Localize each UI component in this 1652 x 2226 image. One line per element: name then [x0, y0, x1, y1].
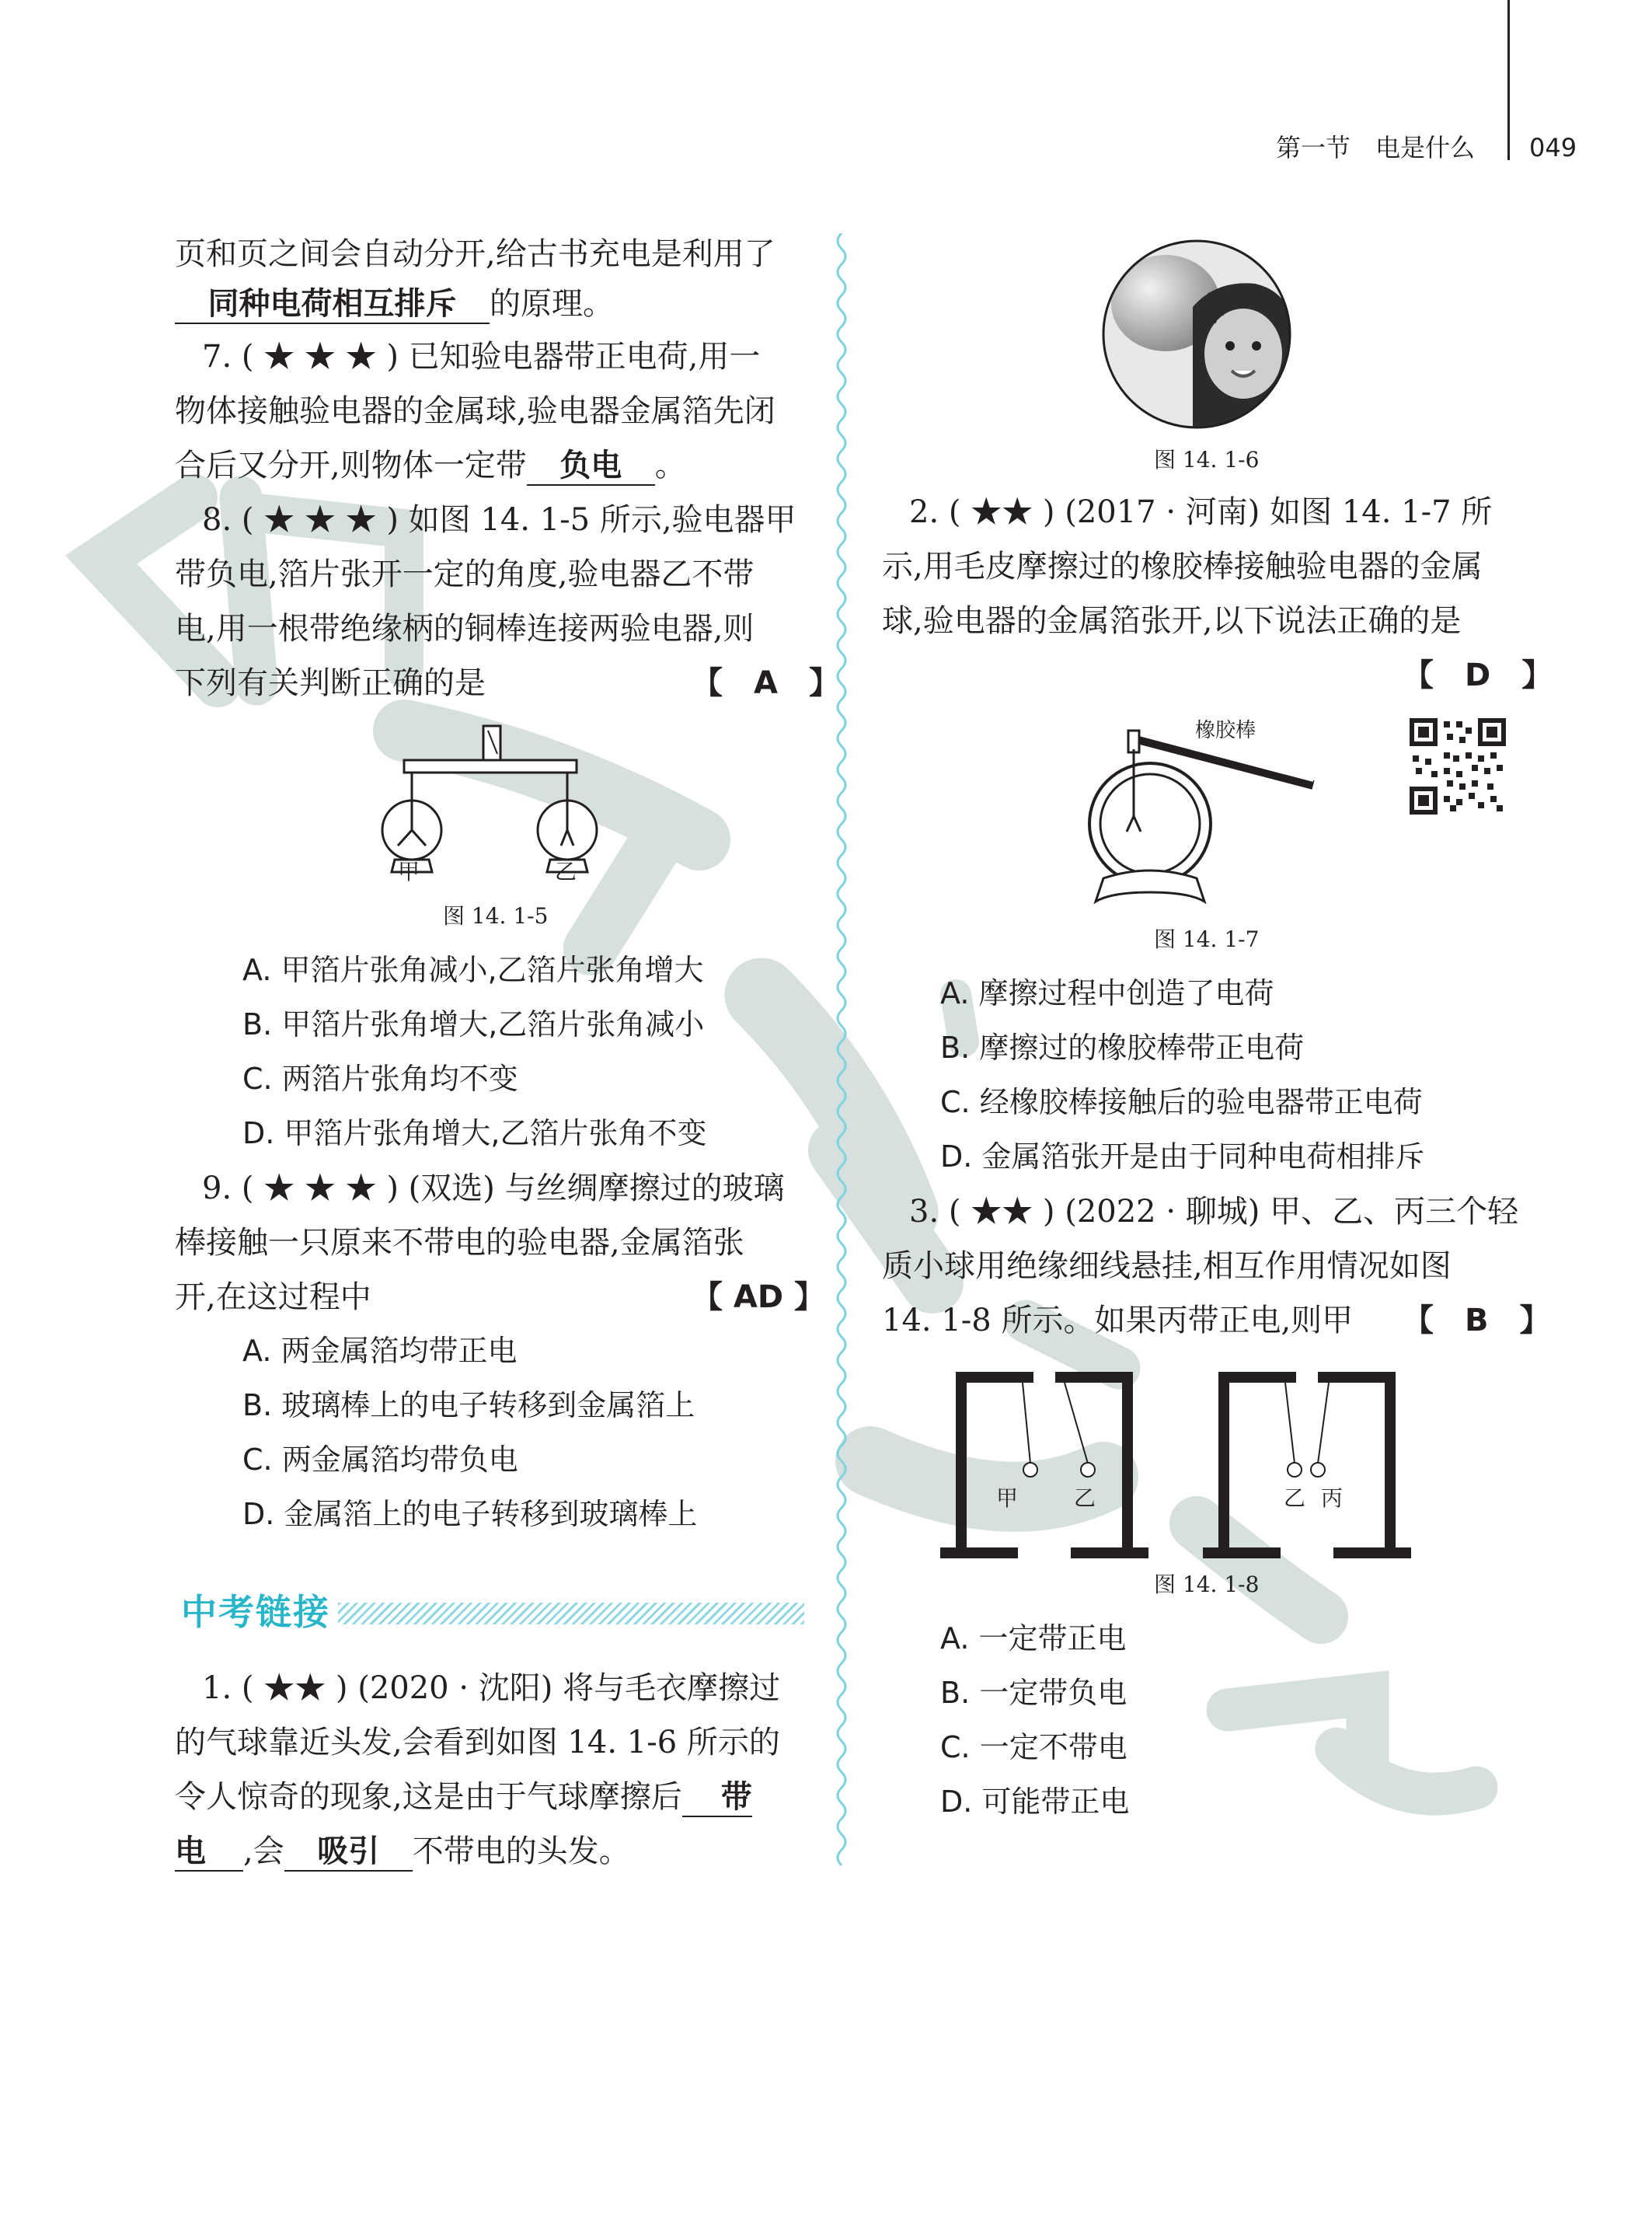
q3-option-a: A. 一定带正电 — [940, 1621, 1127, 1656]
q3-line-3: 14. 1-8 所示。如果丙带正电,则甲 — [882, 1303, 1354, 1338]
fig8-label-2: 乙 — [1074, 1485, 1096, 1511]
page-number: 049 — [1529, 133, 1577, 162]
fig7-rod-label: 橡胶棒 — [1195, 719, 1256, 742]
fig5-label-a: 甲 — [398, 859, 420, 884]
q3-answer: 【 B 】 — [1403, 1303, 1551, 1338]
q9-answer: 【 AD 】 — [692, 1279, 826, 1315]
header-divider — [1507, 0, 1510, 160]
q3-option-c: C. 一定不带电 — [940, 1730, 1127, 1764]
answer-blank: 同种电荷相互排斥 — [175, 285, 490, 324]
fig8-label-3: 乙 — [1284, 1485, 1306, 1511]
q8-option-d: D. 甲箔片张角增大,乙箔片张角不变 — [242, 1116, 707, 1150]
q8-line-4: 下列有关判断正确的是 — [175, 665, 486, 701]
q2-option-a: A. 摩擦过程中创造了电荷 — [940, 976, 1274, 1010]
q2-option-d: D. 金属箔张开是由于同种电荷相排斥 — [940, 1139, 1425, 1174]
q9-option-a: A. 两金属箔均带正电 — [242, 1334, 518, 1368]
q9-line-1: 9. ( ★ ★ ★ ) (双选) 与丝绸摩擦过的玻璃 — [202, 1171, 785, 1206]
q9-line-3: 开,在这过程中 — [175, 1279, 371, 1315]
q2-option-c: C. 经橡胶棒接触后的验电器带正电荷 — [940, 1085, 1423, 1119]
q3-line-2: 质小球用绝缘细线悬挂,相互作用情况如图 — [882, 1248, 1452, 1284]
q7-line-3 — [175, 447, 686, 486]
q7-answer-blank: 负电 — [527, 447, 655, 486]
zk1-line-4-suffix: 不带电的头发。 — [412, 1833, 630, 1869]
q3-option-d: D. 可能带正电 — [940, 1785, 1130, 1819]
zhongkao-heading — [175, 1586, 808, 1640]
q8-line-1: 8. ( ★ ★ ★ ) 如图 14. 1-5 所示,验电器甲 — [202, 502, 796, 538]
q7-line-1: 7. ( ★ ★ ★ ) 已知验电器带正电荷,用一 — [202, 339, 761, 375]
q8-option-c: C. 两箔片张角均不变 — [242, 1062, 518, 1096]
fig8-label-1: 甲 — [996, 1485, 1019, 1511]
zk1-line-3-prefix: 令人惊奇的现象,这是由于气球摩擦后 — [175, 1779, 682, 1815]
zk1-line-4 — [175, 1833, 630, 1872]
q3-option-b: B. 一定带负电 — [940, 1676, 1127, 1710]
q7-line-2: 物体接触验电器的金属球,验电器金属箔先闭 — [175, 393, 775, 429]
zhongkao-hatch-bar — [338, 1603, 804, 1624]
page-header — [1212, 0, 1652, 171]
continuation-suffix: 的原理。 — [490, 286, 614, 322]
q9-option-d: D. 金属箔上的电子转移到玻璃棒上 — [242, 1497, 698, 1531]
q9-option-b: B. 玻璃棒上的电子转移到金属箔上 — [242, 1388, 695, 1422]
figure-14-1-8 — [940, 1364, 1422, 1566]
q8-line-2: 带负电,箔片张开一定的角度,验电器乙不带 — [175, 556, 755, 592]
q2-line-1: 2. ( ★★ ) (2017 · 河南) 如图 14. 1-7 所 — [909, 494, 1493, 530]
zk1-line-1: 1. ( ★★ ) (2020 · 沈阳) 将与毛衣摩擦过 — [202, 1670, 781, 1706]
fig6-caption: 图 14. 1-6 — [1154, 447, 1260, 473]
fig8-caption: 图 14. 1-8 — [1154, 1572, 1260, 1597]
q7-line-3-prefix: 合后又分开,则物体一定带 — [175, 448, 527, 483]
figure-14-1-6-photo — [1100, 237, 1294, 431]
zhongkao-title: 中考链接 — [181, 1591, 330, 1633]
q8-line-3: 电,用一根带绝缘柄的铜棒连接两验电器,则 — [175, 611, 755, 647]
zk1-line-4-mid: ,会 — [243, 1833, 284, 1869]
q9-line-2: 棒接触一只原来不带电的验电器,金属箔张 — [175, 1225, 744, 1261]
zk1-answer-blank-1a: 带 — [682, 1778, 752, 1817]
q2-line-2: 示,用毛皮摩擦过的橡胶棒接触验电器的金属 — [882, 549, 1483, 584]
fig5-label-b: 乙 — [555, 859, 577, 884]
q2-line-3: 球,验电器的金属箔张开,以下说法正确的是 — [882, 603, 1462, 639]
continuation-line-1: 页和页之间会自动分开,给古书充电是利用了 — [175, 236, 775, 272]
fig8-label-4: 丙 — [1321, 1485, 1344, 1511]
q2-answer: 【 D 】 — [1403, 658, 1553, 693]
q3-line-1: 3. ( ★★ ) (2022 · 聊城) 甲、乙、丙三个轻 — [909, 1194, 1519, 1230]
q9-option-c: C. 两金属箔均带负电 — [242, 1443, 518, 1477]
zk1-line-2: 的气球靠近头发,会看到如图 14. 1-6 所示的 — [175, 1725, 780, 1760]
column-divider — [830, 233, 853, 1881]
q8-answer: 【 A 】 — [692, 665, 840, 701]
header-section-title: 第一节 电是什么 — [1276, 133, 1476, 162]
q8-option-a: A. 甲箔片张角减小,乙箔片张角增大 — [242, 953, 704, 987]
q7-line-3-suffix: 。 — [654, 448, 686, 483]
figure-14-1-7 — [1072, 715, 1337, 909]
fig5-caption: 图 14. 1-5 — [443, 903, 549, 929]
q8-option-b: B. 甲箔片张角增大,乙箔片张角减小 — [242, 1007, 705, 1041]
zk1-line-3 — [175, 1778, 752, 1817]
zk1-answer-blank-1b: 电 — [175, 1833, 243, 1872]
zk1-answer-blank-2: 吸引 — [284, 1833, 413, 1872]
qr-code[interactable] — [1410, 718, 1506, 815]
q2-option-b: B. 摩擦过的橡胶棒带正电荷 — [940, 1031, 1305, 1065]
fig7-caption: 图 14. 1-7 — [1154, 926, 1260, 952]
continuation-line-2 — [175, 285, 614, 324]
